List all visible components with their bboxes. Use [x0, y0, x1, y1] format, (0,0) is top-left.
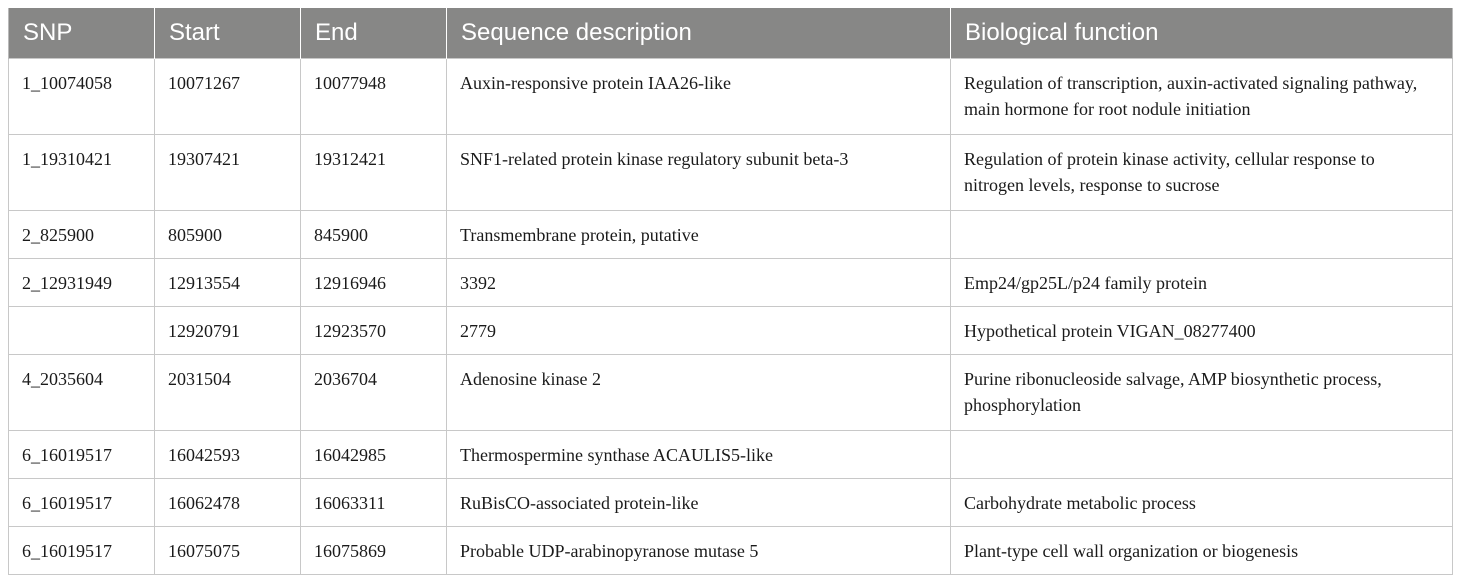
cell-end: 16075869 [301, 527, 447, 575]
table-row [9, 527, 1453, 575]
cell-sequence-description: 2779 [447, 307, 951, 355]
cell-biological-function [951, 211, 1453, 259]
cell-snp [9, 307, 155, 355]
cell-start: 16075075 [155, 527, 301, 575]
header-sequence-description: Sequence description [447, 8, 951, 59]
cell-snp: 1_19310421 [9, 135, 155, 211]
cell-biological-function: Plant-type cell wall organization or biogenesis [951, 527, 1453, 575]
cell-sequence-description: SNF1-related protein kinase regulatory subunit beta-3 [447, 135, 951, 211]
header-snp: SNP [9, 8, 155, 59]
table-container [8, 8, 1452, 575]
table-row [9, 431, 1453, 479]
cell-start: 2031504 [155, 355, 301, 431]
cell-sequence-description: 3392 [447, 259, 951, 307]
cell-snp: 2_825900 [9, 211, 155, 259]
header-biological-function: Biological function [951, 8, 1453, 59]
cell-biological-function: Regulation of transcription, auxin-activated signaling pathway, main hormone for root nodule initiation [951, 59, 1453, 135]
table-row [9, 307, 1453, 355]
cell-end: 16063311 [301, 479, 447, 527]
table-row [9, 59, 1453, 135]
cell-biological-function: Regulation of protein kinase activity, cellular response to nitrogen levels, response to sucrose [951, 135, 1453, 211]
cell-end: 16042985 [301, 431, 447, 479]
cell-biological-function: Purine ribonucleoside salvage, AMP biosynthetic process, phosphorylation [951, 355, 1453, 431]
cell-end: 12916946 [301, 259, 447, 307]
cell-end: 10077948 [301, 59, 447, 135]
cell-snp: 6_16019517 [9, 479, 155, 527]
cell-sequence-description: Thermospermine synthase ACAULIS5-like [447, 431, 951, 479]
cell-snp: 2_12931949 [9, 259, 155, 307]
header-start: Start [155, 8, 301, 59]
table-row [9, 211, 1453, 259]
cell-start: 19307421 [155, 135, 301, 211]
header-end: End [301, 8, 447, 59]
cell-end: 2036704 [301, 355, 447, 431]
cell-start: 10071267 [155, 59, 301, 135]
cell-start: 16042593 [155, 431, 301, 479]
cell-snp: 1_10074058 [9, 59, 155, 135]
cell-sequence-description: Transmembrane protein, putative [447, 211, 951, 259]
cell-start: 16062478 [155, 479, 301, 527]
table-row [9, 259, 1453, 307]
table-row [9, 135, 1453, 211]
cell-start: 12920791 [155, 307, 301, 355]
cell-end: 19312421 [301, 135, 447, 211]
cell-biological-function [951, 431, 1453, 479]
cell-start: 805900 [155, 211, 301, 259]
table-row [9, 355, 1453, 431]
cell-end: 845900 [301, 211, 447, 259]
table-header-row [9, 8, 1453, 59]
table-row [9, 479, 1453, 527]
cell-sequence-description: Auxin-responsive protein IAA26-like [447, 59, 951, 135]
cell-snp: 6_16019517 [9, 431, 155, 479]
cell-sequence-description: RuBisCO-associated protein-like [447, 479, 951, 527]
cell-biological-function: Emp24/gp25L/p24 family protein [951, 259, 1453, 307]
cell-snp: 6_16019517 [9, 527, 155, 575]
cell-snp: 4_2035604 [9, 355, 155, 431]
cell-biological-function: Carbohydrate metabolic process [951, 479, 1453, 527]
cell-sequence-description: Adenosine kinase 2 [447, 355, 951, 431]
cell-biological-function: Hypothetical protein VIGAN_08277400 [951, 307, 1453, 355]
cell-sequence-description: Probable UDP-arabinopyranose mutase 5 [447, 527, 951, 575]
snp-annotation-table [8, 8, 1453, 575]
cell-end: 12923570 [301, 307, 447, 355]
cell-start: 12913554 [155, 259, 301, 307]
